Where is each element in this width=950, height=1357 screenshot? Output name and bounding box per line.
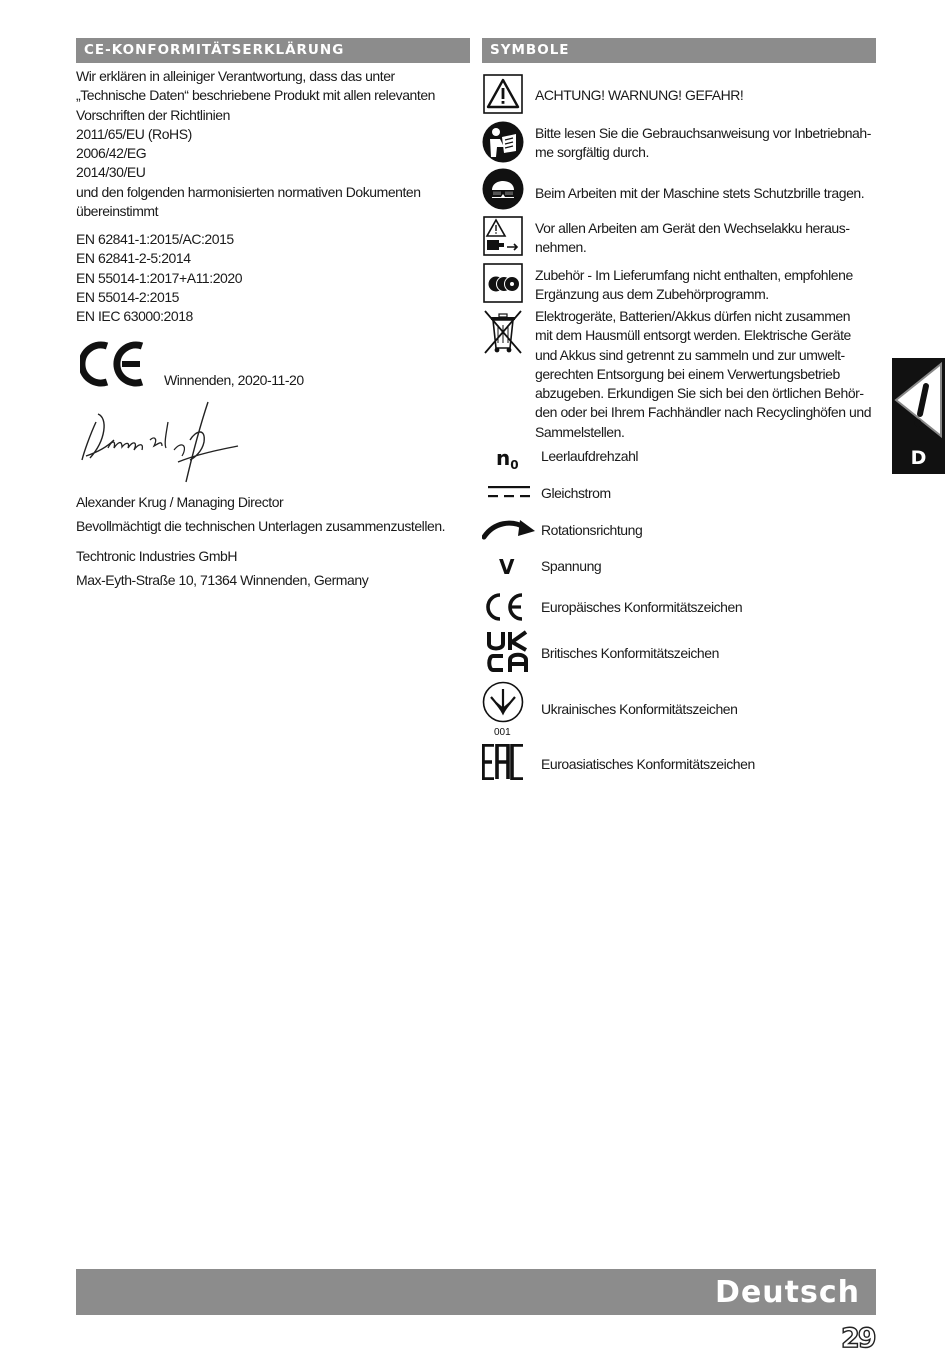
language-side-tab [892,358,945,474]
crossed-bin-icon [482,308,524,356]
standard-item: EN IEC 63000:2018 [76,308,193,325]
symbol-line: Bitte lesen Sie die Gebrauchsanweisung vor Inbetriebnah- [535,125,871,141]
n0-subscript: 0 [510,458,519,472]
company-address: Max-Eyth-Straße 10, 71364 Winnenden, Germany [76,572,369,588]
signer-name: Alexander Krug / Managing Director [76,494,284,510]
symbol-description [535,266,880,305]
symbol-line: me sorgfältig durch. [535,144,649,161]
symbol-line: nehmen. [535,239,587,256]
ce-mark-icon [483,592,525,622]
intro-line: „Technische Daten“ beschriebene Produkt mit allen relevanten [76,87,435,104]
symbol-line: mit dem Hausmüll entsorgt werden. Elektrische Geräte [535,327,851,344]
eac-mark-icon [482,744,524,780]
symbol-description [541,700,886,719]
intro-line: Wir erklären in alleiniger Verantwortung, dass das unter [76,68,395,84]
symbol-line: Gleichstrom [541,485,611,501]
symbol-line: Ergänzung aus dem Zubehörprogramm. [535,286,769,303]
symbol-description [541,447,886,466]
intro-line: und den folgenden harmonisierten normativen Dokumenten [76,183,421,200]
symbol-line: ACHTUNG! WARNUNG! GEFAHR! [535,87,744,103]
warning-triangle-icon [483,74,523,114]
symbol-line: und Akkus sind getrennt zu sammeln und zur umwelt- [535,346,845,363]
symbol-description [535,219,880,258]
symbol-description [535,307,880,442]
symbol-line: Vor allen Arbeiten am Gerät den Wechselakku heraus- [535,220,850,236]
symbols-header: SYMBOLE [482,38,876,63]
authorized-text: Bevollmächtigt die technischen Unterlagen zusammenzustellen. [76,518,446,534]
symbol-line: Rotationsrichtung [541,522,643,538]
directive-line: 2006/42/EG [76,145,147,162]
no-load-speed-icon [496,446,519,477]
symbol-line: Euroasiatisches Konformitätszeichen [541,756,755,772]
standards-list [76,230,466,326]
symbol-line: Elektrogeräte, Batterien/Akkus dürfen nicht zusammen [535,308,851,324]
side-warning-icon [892,358,945,442]
intro-line: übereinstimmt [76,203,159,220]
symbol-description [541,644,886,663]
symbol-description [535,184,880,203]
signature-icon [78,400,243,485]
symbol-description [541,755,886,774]
ukca-mark-icon [486,630,530,674]
symbol-line: Britisches Konformitätszeichen [541,645,719,661]
symbol-line: Ukrainisches Konformitätszeichen [541,701,738,717]
directive-line: 2011/65/EU (RoHS) [76,125,192,142]
symbol-line: gerechten Entsorgung bei einem Verwertungsbetrieb [535,365,840,382]
declaration-intro [76,67,466,221]
standard-item: EN 62841-2-5:2014 [76,250,191,267]
symbol-line: Spannung [541,558,602,574]
read-manual-icon [482,121,524,163]
ce-logo-icon [80,340,146,388]
symbol-line: Leerlaufdrehzahl [541,448,639,464]
direct-current-icon [488,484,530,500]
intro-line: Vorschriften der Richtlinien [76,106,230,123]
place-date: Winnenden, 2020-11-20 [164,372,304,388]
ukraine-mark-code: 001 [494,727,511,738]
remove-battery-icon [483,216,523,256]
symbol-description [535,124,880,163]
symbol-description [541,484,886,503]
symbol-description [541,557,886,576]
footer-language: Deutsch [715,1275,860,1310]
symbol-description [535,86,880,105]
ce-declaration-header: CE-KONFORMITÄTSERKLÄRUNG [76,38,470,63]
rotation-direction-icon [482,518,536,540]
symbol-description [541,598,886,617]
symbol-description [541,521,886,540]
standard-item: EN 55014-1:2017+A11:2020 [76,269,243,286]
symbol-line: Sammelstellen. [535,423,625,440]
standard-item: EN 62841-1:2015/AC:2015 [76,231,234,247]
directive-line: 2014/30/EU [76,164,146,181]
side-tab-letter: D [892,442,945,474]
ukraine-mark-icon [482,681,524,725]
symbol-line: abzugeben. Erkundigen Sie sich bei den örtlichen Behör- [535,385,864,402]
symbol-line: Europäisches Konformitätszeichen [541,599,743,615]
symbol-line: den oder bei Ihrem Fachhändler nach Recyclinghöfen und [535,404,872,421]
safety-glasses-icon [482,168,524,210]
voltage-icon: V [499,555,515,579]
footer-bar [76,1269,876,1315]
standard-item: EN 55014-2:2015 [76,288,180,305]
page-number: 29 [841,1323,875,1354]
n0-letter: n [496,446,511,470]
symbol-line: Beim Arbeiten mit der Maschine stets Schutzbrille tragen. [535,185,865,201]
company-name: Techtronic Industries GmbH [76,548,238,564]
symbol-line: Zubehör - Im Lieferumfang nicht enthalten, empfohlene [535,267,853,283]
accessory-icon [483,263,523,303]
